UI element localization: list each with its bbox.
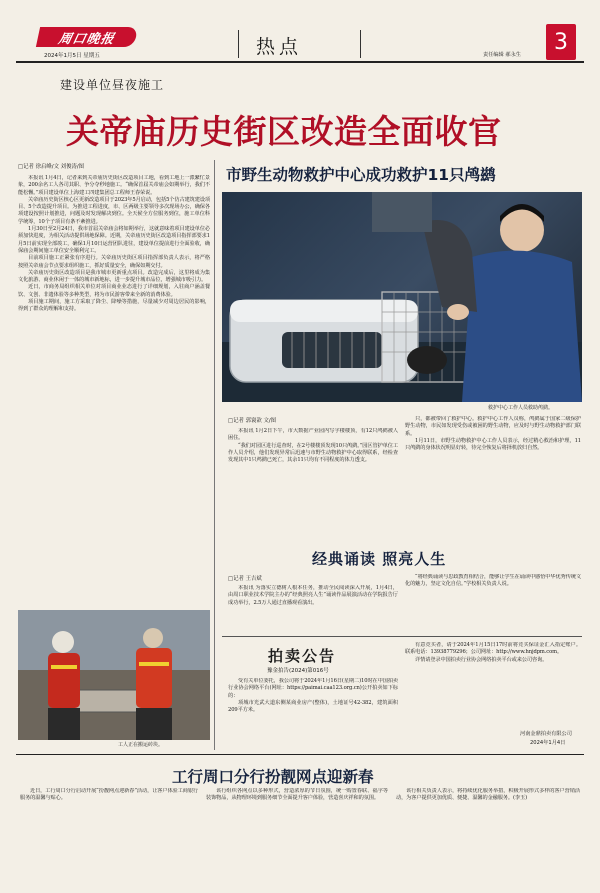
main-paragraph: 关帝庙历史街区核心区更新改造项目于2023年5月启动，包括5个仿古建筑建设项目、5个改造提升项目。为推进工程进度，市、区两级主要领导多次现场办公，确保各项建设按照计划推进，问题及时发现解决到位。全天候全方位服务到位，施工单位科学统筹，10个子项目有条不紊推进。: [18, 196, 210, 225]
newspaper-logo: [36, 27, 138, 47]
main-paragraph: 本报讯 1月4日，记者来到关帝庙历史街区改造项目工地，看到工地上一派繁忙景象，200余名工人各司其职、争分夺秒地施工。“确保首届关帝庙会如期举行，我们不能松懈。”项目建设单位上海建工四建集团总工程师王春荣说。: [18, 175, 210, 196]
editor-credit: 责任编辑 郝永生: [483, 52, 521, 58]
page-number: 3: [554, 29, 568, 55]
main-headline: 关帝庙历史街区改造全面收官: [66, 112, 502, 151]
auction-paragraph: 详情请登录中国拍卖行业协会网络拍卖平台或来公司咨询。: [415, 656, 548, 663]
rescue-body-right: [405, 416, 581, 516]
reading-headline: 经典诵读 照亮人生: [312, 550, 447, 568]
main-paragraph: 关帝庙历史街区改造项目是我市城市更新重点项目。改造完成后，这里将成为集文化旅游、商业休闲于一体的城市新地标，进一步提升城市品位，增强城市吸引力。: [18, 269, 210, 284]
bottom-band-rule: [16, 754, 584, 755]
main-paragraph: 近日，市商务局组织相关单位对项目商业业态进行了详细规划，入驻商户涵盖餐饮、文创、非遗体验等多种类型，将为市民游客带来全新的消费体验。: [18, 284, 210, 298]
bank-body-col1: [20, 788, 198, 880]
main-paragraph: 1月30日至2月24日，我市首届关帝庙会将如期举行，这就意味着项目建设单位必须加快进度，为相关活动提供场地保障。近期，关帝庙历史街区改造项目指挥部要求1月5日前实现全部竣工，确保1月10日运营团队进驻，建设单位提前进行全面验收，确保庙会期间施工单位安全顺利完工。: [18, 226, 210, 254]
auction-title: 拍卖公告: [268, 647, 337, 665]
bank-headline: 工行周口分行扮靓网点迎新春: [172, 768, 374, 786]
rescue-byline: □记者 郭寰歆 文/图: [228, 418, 277, 424]
auction-signature-date: 2024年1月4日: [530, 740, 566, 746]
auction-paragraph: 受有关单位委托，我公司将于2024年1月16日(星期二)10时在中国拍卖行业协会网络平台(网址：https://paimai.caa123.org.cn)公开拍卖如下标的：: [228, 678, 398, 699]
auction-divider: [222, 636, 582, 637]
main-byline: □记者 徐启峰/文 刘俊涛/图: [18, 164, 85, 170]
reading-paragraph: “将经典诵读与思政教育相结合，能够让学生在诵读中感悟中华优秀传统文化的魅力，坚定文化自信。”学校相关负责人说。: [405, 574, 581, 588]
workers-illustration: [18, 610, 210, 740]
auction-paragraph: 项城市光武大道东侧某商业房产(整体)，土地证号42-382，建筑面积209平方米。: [228, 699, 398, 714]
reading-byline: □记者 王吉斌: [228, 576, 262, 582]
column-divider: [214, 160, 215, 750]
main-kicker: 建设单位昼夜施工: [60, 78, 165, 92]
page-number-badge: [546, 24, 576, 60]
bank-paragraph: 该行相关负责人表示，将持续优化服务举措，积极开展形式多样的客户营销活动，为客户提供更加优质、便捷、温馨的金融服务。(李玉): [396, 788, 580, 802]
bank-body-col2: [206, 788, 388, 880]
reading-body-right: [405, 574, 581, 632]
rescue-photo: [222, 192, 582, 402]
rescue-paragraph: 只，都被带回了救护中心。救护中心工作人员称，鸬鹚属于国家二级保护野生动物，市民如发现受伤或被困的野生动物，应及时与野生动物救护部门联系。: [405, 416, 581, 437]
reading-body-left: [228, 585, 398, 633]
bank-body-col3: [396, 788, 580, 880]
auction-body-left: [228, 678, 398, 748]
main-paragraph: 目前项目施工正紧张有序进行。关帝庙历史街区项目指挥部负责人表示，将严格按照关帝庙会节点要求组织施工，抓好质量安全，确保如期交付。: [18, 255, 210, 269]
issue-date: 2024年1月5日 星期五: [44, 53, 100, 59]
auction-paragraph: 有意竞买者，请于2024年1月15日17时前将竞买保证金汇入指定账户。联系电话：13938779296；公司网址：http://www.hnjdpm.com。: [405, 642, 581, 656]
rescue-body-left: [228, 428, 398, 516]
workers-photo: [18, 610, 210, 740]
auction-reference: 豫金拍告(2024)第016号: [267, 668, 329, 674]
rescue-paragraph: 1月11日，市野生动物救护中心工作人员表示，经过精心救治和护理，11只鸬鹚的身体状况明显好转，待完全恢复后将择机放归自然。: [405, 437, 581, 452]
main-paragraph: 项目施工期间，施工方采取了降尘、降噪等措施，尽量减少对周边居民的影响，得到了群众的理解和支持。: [18, 299, 210, 313]
reading-paragraph: 本报讯 为落实立德树人根本任务，推动全民阅读深入开展，1月4日，由周口职业技术学院主办的“经典照亮人生”诵读作品展演活动在学院报告厅成功举行，2.5万人通过直播观看演出。: [228, 585, 398, 606]
auction-signature-company: 河南金鼎拍卖有限公司: [520, 731, 572, 737]
rescue-paragraph: “我们对园区进行巡查时，在2号楼楼顶发现10只鸬鹚。”园区管护单位工作人员介绍，他们发现异常后迅速与市野生动物救护中心取得联系，经检查发现其中1只鸬鹚已死亡，其余11只均有不同程度的体力透支。: [228, 442, 398, 464]
masthead: [0, 0, 600, 66]
masthead-divider-left: [238, 30, 239, 58]
rescue-headline: 市野生动物救护中心成功救护11只鸬鹚: [226, 166, 496, 184]
masthead-rule: [16, 61, 584, 63]
newspaper-logo-text: 周口晚报: [56, 31, 117, 47]
main-story-body: [18, 175, 210, 605]
rescue-paragraph: 本报讯 1月2日下午，市大数据产业园内写字楼楼顶，有12只鸬鹚被人困住。: [228, 428, 398, 442]
rescue-photo-caption: 救护中心工作人员救助鸬鹚。: [488, 405, 554, 411]
bank-paragraph: 近日，工行周口分行启动开展“扮靓网点迎新春”活动，让客户体验工商银行服务的温馨与贴心。: [20, 788, 198, 802]
masthead-divider-right: [360, 30, 361, 58]
rescue-illustration: [222, 192, 582, 402]
auction-body-right: [405, 642, 581, 730]
workers-photo-caption: 工人正在搬运砖块。: [118, 742, 164, 748]
section-title: 热点: [256, 36, 303, 58]
bank-paragraph: 该行组织各网点以多种形式，营造浓厚的节日氛围，统一购置春联、福字等装饰物品，从物理环境到服务细节全面提升客户体验，营造喜庆祥和的氛围。: [206, 788, 388, 802]
